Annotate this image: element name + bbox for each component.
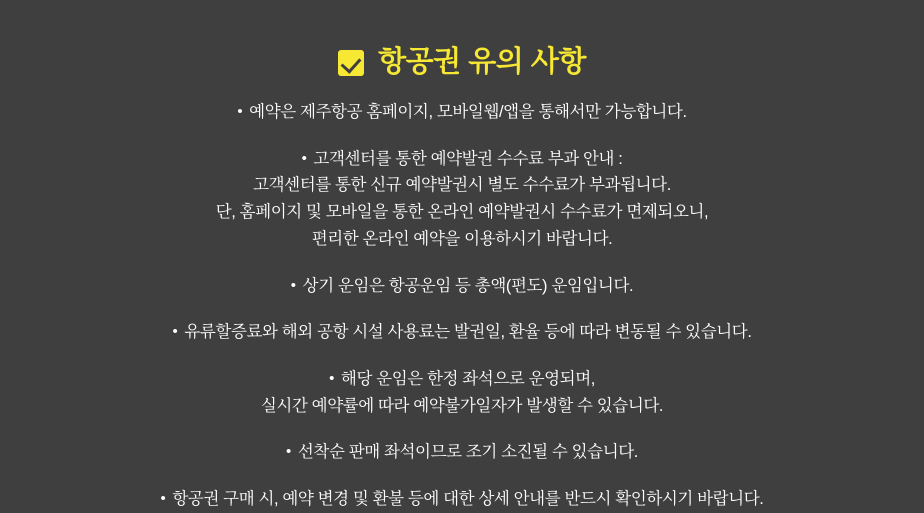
notice-body: [0, 99, 924, 513]
notice-line: • 유류할증료와 해외 공항 시설 사용료는 발권일, 환율 등에 따라 변동될 수 있습니다.: [172, 319, 751, 346]
check-box-icon: [338, 50, 364, 76]
notice-group: [0, 319, 924, 346]
notice-line: • 고객센터를 통한 예약발권 수수료 부과 안내 :: [302, 146, 623, 173]
notice-group: [0, 273, 924, 300]
notice-line: 고객센터를 통한 신규 예약발권시 별도 수수료가 부과됩니다.: [253, 176, 671, 195]
notice-group: [0, 146, 924, 253]
notice-group: [0, 99, 924, 126]
notice-line: 단, 홈페이지 및 모바일을 통한 온라인 예약발권시 수수료가 면제되오니,: [215, 203, 709, 222]
notice-line: • 예약은 제주항공 홈페이지, 모바일웹/앱을 통해서만 가능합니다.: [237, 99, 686, 126]
notice-line: 실시간 예약률에 따라 예약불가일자가 발생할 수 있습니다.: [260, 396, 664, 415]
notice-group: [0, 439, 924, 466]
notice-header: [338, 48, 586, 77]
notice-line: • 상기 운임은 항공운임 등 총액(편도) 운임입니다.: [291, 273, 633, 300]
notice-line: 편리한 온라인 예약을 이용하시기 바랍니다.: [311, 229, 613, 248]
notice-line: • 선착순 판매 좌석이므로 조기 소진될 수 있습니다.: [286, 439, 638, 466]
page-title: 항공권 유의 사항: [378, 46, 586, 78]
notice-line: • 항공권 구매 시, 예약 변경 및 환불 등에 대한 상세 안내를 반드시 확인하시기 바랍니다.: [161, 486, 764, 513]
notice-line: • 해당 운임은 한정 좌석으로 운영되며,: [329, 366, 595, 393]
notice-group: [0, 366, 924, 419]
notice-group: [0, 486, 924, 513]
